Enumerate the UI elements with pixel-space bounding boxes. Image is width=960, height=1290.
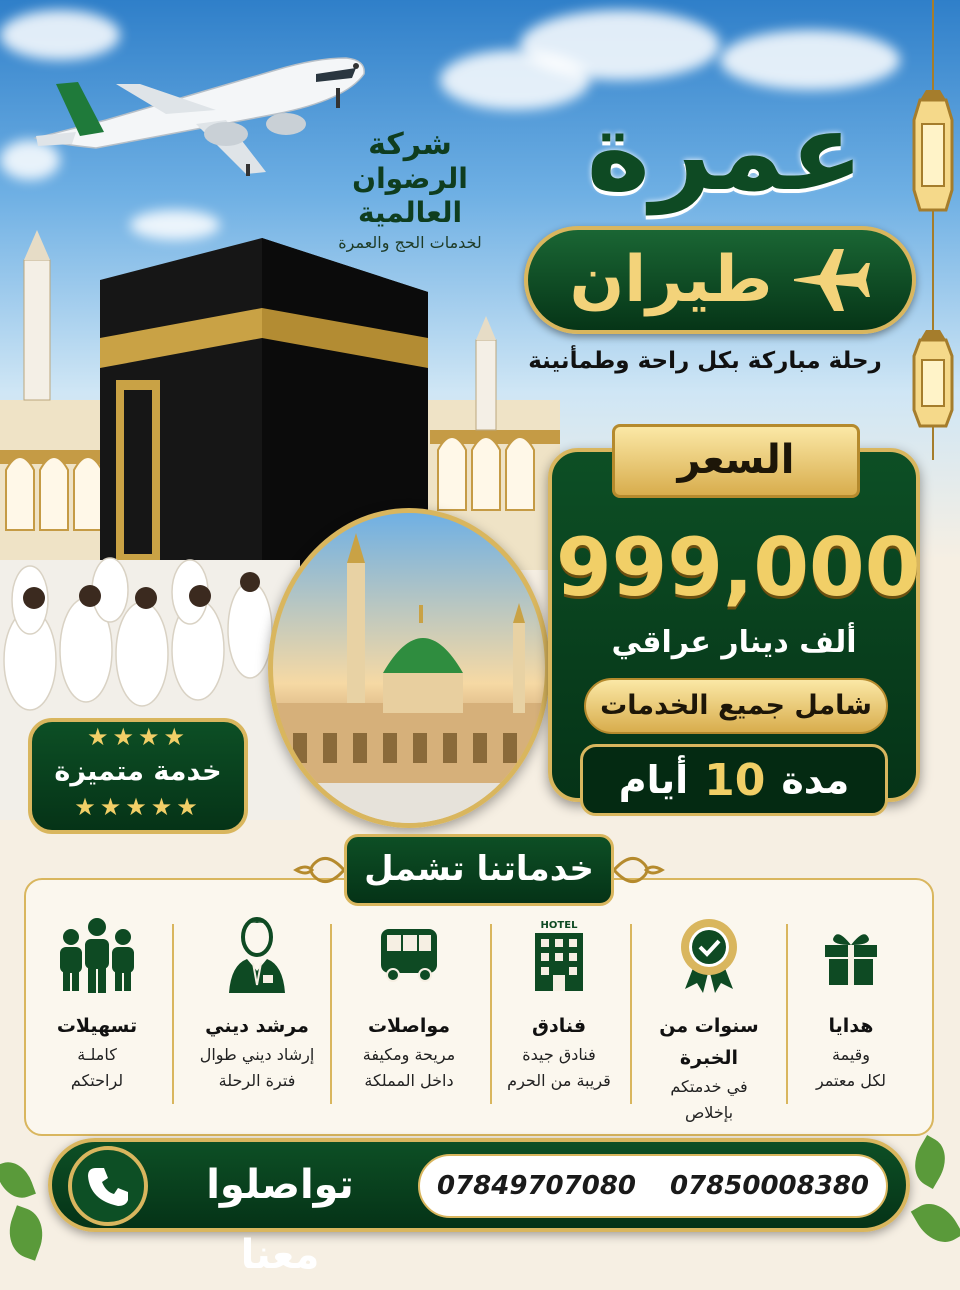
badge-label: خدمة متميزة [54, 756, 222, 787]
ornament-icon [614, 846, 666, 894]
company-name: الرضوان العالمية [352, 162, 468, 229]
airplane-icon [790, 245, 870, 315]
service-line: فنادق جيدة [522, 1045, 596, 1064]
service-line: قريبة من الحرم [507, 1071, 611, 1090]
mosque-photo [268, 508, 550, 828]
divider [490, 924, 492, 1104]
service-title: فنادق [531, 1015, 587, 1037]
service-line: داخل المملكة [364, 1071, 454, 1090]
service-line: في خدمتكم [670, 1077, 748, 1096]
gift-icon [819, 923, 883, 987]
service-line: مريحة ومكيفة [362, 1045, 456, 1064]
duration-prefix: مدة [781, 758, 850, 802]
star-icon: ★★★★ [86, 723, 190, 751]
company-prefix: شركة [368, 127, 452, 162]
group-icon [57, 917, 137, 993]
company-subtitle: لخدمات الحج والعمرة [338, 233, 482, 252]
phone-button[interactable] [68, 1146, 148, 1226]
duration-unit: أيام [618, 758, 689, 802]
includes-all-services: شامل جميع الخدمات [584, 678, 888, 734]
lantern-icon [906, 0, 960, 470]
phone-number-2[interactable]: 07850008380 [670, 1171, 869, 1201]
service-title: مرشد ديني [205, 1015, 309, 1037]
services-title: خدماتنا تشمل [344, 834, 614, 906]
award-icon [677, 917, 741, 993]
service-title: مواصلات [367, 1015, 451, 1037]
service-line: كاملـة [77, 1045, 117, 1064]
service-item [182, 900, 332, 1094]
headline-mode: طيران [569, 243, 773, 317]
headline-title: عمرة [586, 90, 864, 215]
service-title: سنوات من الخبرة [659, 1015, 759, 1069]
service-line: بإخلاص [684, 1103, 734, 1122]
service-line: لراحتكم [70, 1071, 124, 1090]
hotel-sign: HOTEL [540, 919, 578, 931]
service-title: تسهيلات [56, 1015, 138, 1037]
mosque-illustration [273, 513, 550, 828]
price-value: 999,000 [556, 521, 921, 614]
tagline: رحلة مباركة بكل راحة وطمأنينة [528, 348, 882, 374]
service-line: لكل معتمر [815, 1071, 887, 1090]
hotel-icon [531, 931, 587, 991]
service-line: إرشاد ديني طوال [199, 1045, 315, 1064]
contact-label: تواصلوا معنا [206, 1162, 354, 1278]
service-item [334, 900, 484, 1094]
ornament-icon [292, 846, 344, 894]
service-item [776, 900, 926, 1094]
star-icon: ★★★★★ [74, 793, 202, 821]
phones-pill [418, 1154, 888, 1218]
duration-pill [580, 744, 888, 816]
phone-number-1[interactable]: 07849707080 [437, 1171, 636, 1201]
guide-icon [225, 915, 289, 995]
service-item [634, 900, 784, 1126]
flight-pill [524, 226, 916, 334]
divider [172, 924, 174, 1104]
phone-icon [86, 1164, 130, 1208]
divider [786, 924, 788, 1104]
duration-days: 10 [704, 754, 766, 806]
service-item [22, 900, 172, 1094]
service-line: فترة الرحلة [218, 1071, 296, 1090]
service-item [484, 900, 634, 1094]
price-currency: ألف دينار عراقي [611, 625, 857, 660]
premium-service-badge [28, 718, 248, 834]
bus-icon [377, 927, 441, 983]
service-title: هدايا [828, 1015, 874, 1037]
service-line: وقيمة [831, 1045, 871, 1064]
price-label: السعر [612, 424, 860, 498]
